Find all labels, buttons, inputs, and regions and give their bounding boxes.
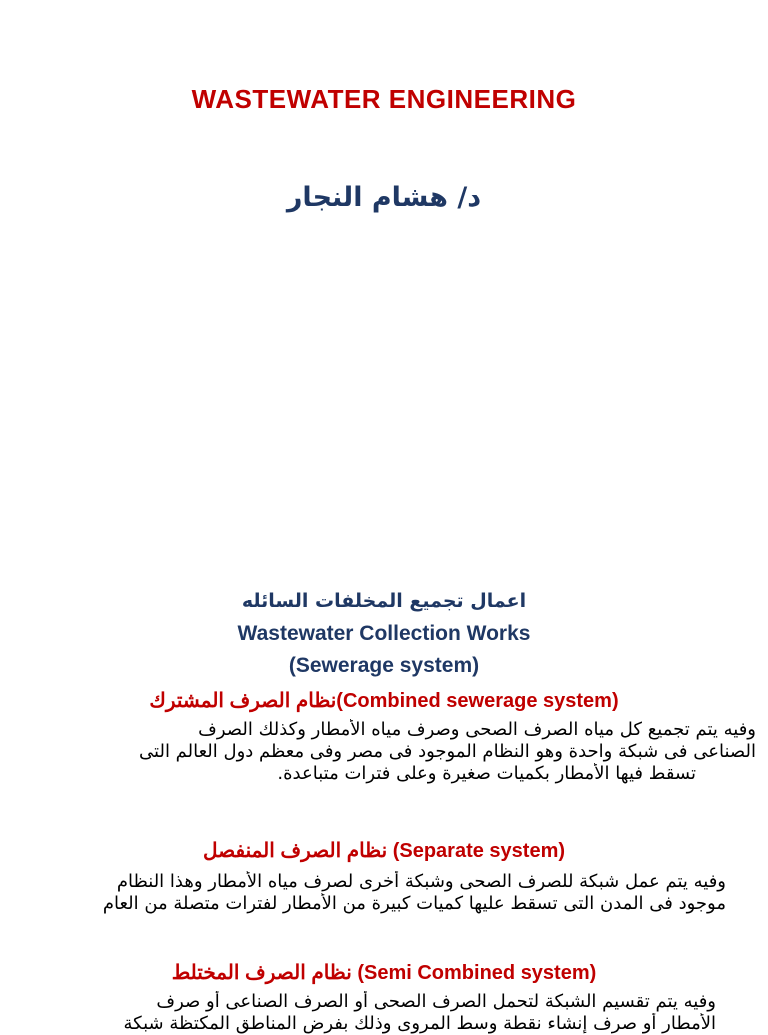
section-title-arabic: اعمال تجميع المخلفات السائله xyxy=(241,590,527,612)
paragraph-line: وفيه يتم عمل شبكة للصرف الصحى وشبكة أخرى لصرف مياه الأمطار وهذا النظام xyxy=(116,871,726,892)
document-title: WASTEWATER ENGINEERING xyxy=(191,84,577,114)
paragraph-line: الأمطار أو صرف إنشاء نقطة وسط المروى وذلك بفرض المناطق المكتظة شبكة xyxy=(123,1013,716,1034)
section-subtitle: (Sewerage system) xyxy=(288,654,480,677)
combined-system-paragraph xyxy=(10,719,756,785)
separate-system-paragraph xyxy=(10,871,756,915)
author-name: د/ هشام النجار xyxy=(286,182,482,213)
semi-combined-system-heading: نظام الصرف المختلط (Semi Combined system) xyxy=(171,962,597,984)
section-title-english: Wastewater Collection Works xyxy=(237,622,531,645)
combined-system-heading: نظام الصرف المشترك(Combined sewerage system) xyxy=(149,690,619,712)
semi-combined-system-paragraph xyxy=(10,991,756,1035)
separate-system-heading: نظام الصرف المنفصل (Separate system) xyxy=(202,840,566,862)
paragraph-line: تسقط فيها الأمطار بكميات صغيرة وعلى فترات متباعدة. xyxy=(277,763,696,784)
paragraph-line: موجود فى المدن التى تسقط عليها كميات كبيرة من الأمطار لفترات متصلة من العام xyxy=(102,893,726,914)
paragraph-line: وفيه يتم تجميع كل مياه الصرف الصحى وصرف مياه الأمطار وكذلك الصرف xyxy=(198,719,756,740)
paragraph-line: وفيه يتم تقسيم الشبكة لتحمل الصرف الصحى أو الصرف الصناعى أو صرف xyxy=(156,991,716,1012)
paragraph-line: الصناعى فى شبكة واحدة وهو النظام الموجود فى مصر وفى معظم دول العالم التى xyxy=(139,741,756,762)
